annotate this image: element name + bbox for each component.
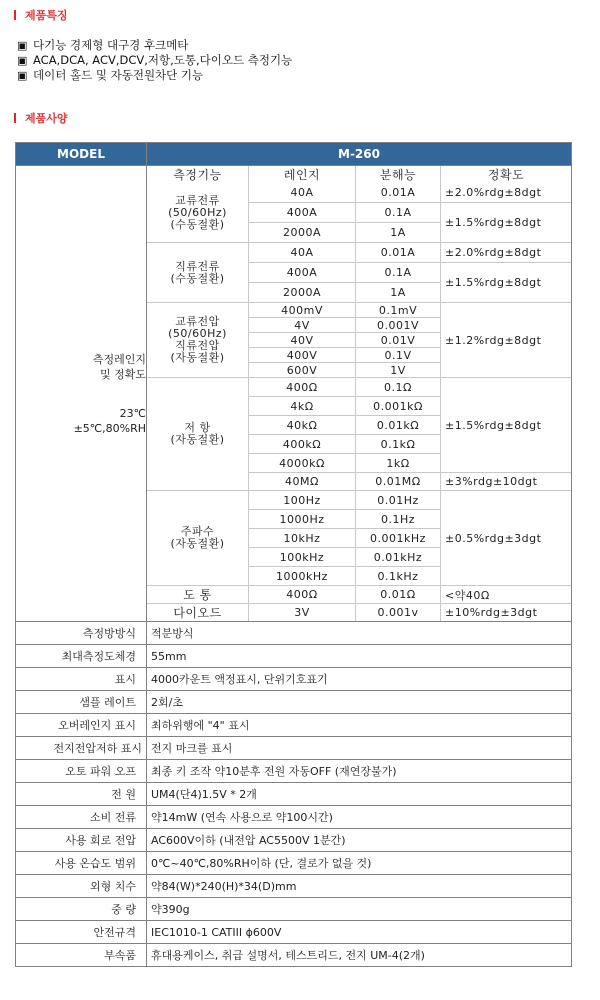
spec-row — [16, 944, 572, 967]
title-marker-icon — [14, 113, 16, 123]
function-line: 주파수 — [180, 525, 215, 538]
resolution-value: 0.01V — [356, 333, 441, 348]
range-value: 100Hz — [249, 491, 356, 510]
spec-label: 사용 회로 전압 — [16, 829, 147, 852]
feature-item — [17, 53, 292, 68]
resolution-value: 0.001kHz — [356, 529, 441, 548]
range-value: 40V — [249, 333, 356, 348]
range-value: 4V — [249, 318, 356, 333]
spec-row — [16, 921, 572, 944]
model-value-header: M-260 — [147, 143, 572, 166]
specs-title-text: 제품사양 — [25, 112, 68, 125]
spec-label: 측정방방식 — [16, 622, 147, 645]
accuracy-value: <약40Ω — [441, 586, 572, 604]
resolution-value: 0.01A — [356, 183, 441, 203]
range-row — [147, 491, 571, 510]
col-resolution: 분해능 — [356, 166, 441, 183]
resolution-value: 0.1Hz — [356, 510, 441, 529]
range-table-cell — [147, 166, 572, 622]
spec-label: 안전규격 — [16, 921, 147, 944]
spec-row — [16, 852, 572, 875]
resolution-value: 1A — [356, 283, 441, 303]
function-cell-ac-current — [147, 183, 249, 243]
spec-value: 2회/초 — [147, 691, 572, 714]
range-accuracy-label — [16, 166, 147, 622]
range-value: 400V — [249, 348, 356, 363]
resolution-value: 0.1kΩ — [356, 435, 441, 454]
resolution-value: 0.1mV — [356, 303, 441, 318]
accuracy-value: ±2.0%rdg±8dgt — [441, 183, 572, 203]
range-row — [147, 586, 571, 604]
range-value: 600V — [249, 363, 356, 378]
spec-row — [16, 737, 572, 760]
spec-label: 전 원 — [16, 783, 147, 806]
function-line: 교류전류 — [175, 193, 220, 207]
spec-label: 전지전압저하 표시 — [16, 737, 147, 760]
checkbox-bullet-icon: ▣ — [17, 69, 28, 82]
spec-value: AC600V이하 (내전압 AC5500V 1분간) — [147, 829, 572, 852]
resolution-value: 0.1kHz — [356, 567, 441, 586]
spec-value: 0℃~40℃,80%RH이하 (단, 결로가 없을 것) — [147, 852, 572, 875]
feature-item — [17, 68, 292, 83]
specs-section-title — [14, 110, 68, 126]
range-table-header — [147, 166, 571, 183]
spec-value: 최하위행에 "4" 표시 — [147, 714, 572, 737]
range-value: 4000kΩ — [249, 454, 356, 473]
spec-label: 사용 온습도 범위 — [16, 852, 147, 875]
spec-label: 외형 치수 — [16, 875, 147, 898]
range-accuracy-row — [16, 166, 572, 622]
resolution-value: 1A — [356, 223, 441, 243]
resolution-value: 0.1A — [356, 203, 441, 223]
feature-list — [17, 38, 292, 83]
spec-row — [16, 714, 572, 737]
spec-row — [16, 829, 572, 852]
feature-item — [17, 38, 292, 53]
function-line: (자동절환) — [170, 537, 225, 550]
col-range: 레인지 — [249, 166, 356, 183]
range-value: 2000A — [249, 223, 356, 243]
function-cell-frequency — [147, 491, 249, 586]
range-value: 40A — [249, 243, 356, 263]
accuracy-value: ±1.5%rdg±8dgt — [441, 263, 572, 303]
spec-row — [16, 760, 572, 783]
resolution-value: 0.01A — [356, 243, 441, 263]
resolution-value: 0.01kHz — [356, 548, 441, 567]
function-line: (자동절환) — [170, 351, 225, 364]
spec-value: 최종 키 조작 약10분후 전원 자동OFF (재연장불가) — [147, 760, 572, 783]
range-row — [147, 378, 571, 397]
range-value: 400Ω — [249, 586, 356, 604]
range-value: 3V — [249, 604, 356, 622]
range-label-line: 측정레인지 — [92, 352, 146, 366]
spec-label: 중 량 — [16, 898, 147, 921]
spec-value: IEC1010-1 CATIII ϕ600V — [147, 921, 572, 944]
spec-row — [16, 898, 572, 921]
spec-value: UM4(단4)1.5V * 2개 — [147, 783, 572, 806]
function-line: (수동절환) — [170, 217, 225, 231]
range-value: 400Ω — [249, 378, 356, 397]
resolution-value: 0.01MΩ — [356, 473, 441, 491]
function-line: (자동절환) — [170, 433, 225, 446]
function-cell-diode: 다이오드 — [147, 604, 249, 622]
range-value: 4kΩ — [249, 397, 356, 416]
resolution-value: 1V — [356, 363, 441, 378]
accuracy-value: ±1.5%rdg±8dgt — [441, 203, 572, 243]
spec-header-row — [16, 143, 572, 166]
spec-label: 표시 — [16, 668, 147, 691]
range-value: 10kHz — [249, 529, 356, 548]
resolution-value: 0.1Ω — [356, 378, 441, 397]
spec-row — [16, 691, 572, 714]
function-cell-voltage — [147, 303, 249, 378]
spec-value: 약84(W)*240(H)*34(D)mm — [147, 875, 572, 898]
spec-row — [16, 645, 572, 668]
spec-label: 소비 전류 — [16, 806, 147, 829]
col-function: 측정기능 — [147, 166, 249, 183]
resolution-value: 0.001V — [356, 318, 441, 333]
accuracy-value: ±2.0%rdg±8dgt — [441, 243, 572, 263]
spec-row — [16, 806, 572, 829]
range-label-line: 및 정확도 — [99, 367, 146, 381]
resolution-value: 0.1A — [356, 263, 441, 283]
spec-row — [16, 783, 572, 806]
spec-label: 최대측정도체경 — [16, 645, 147, 668]
spec-value: 전지 마크를 표시 — [147, 737, 572, 760]
range-value: 100kHz — [249, 548, 356, 567]
resolution-value: 1kΩ — [356, 454, 441, 473]
resolution-value: 0.001kΩ — [356, 397, 441, 416]
spec-table — [15, 142, 572, 967]
col-accuracy: 정확도 — [441, 166, 572, 183]
title-marker-icon — [14, 10, 16, 20]
function-line: 교류전압 — [175, 315, 220, 328]
checkbox-bullet-icon: ▣ — [17, 54, 28, 67]
features-section-title — [14, 7, 68, 23]
accuracy-value: ±3%rdg±10dgt — [441, 473, 572, 491]
spec-label: 부속품 — [16, 944, 147, 967]
range-value: 2000A — [249, 283, 356, 303]
range-value: 1000Hz — [249, 510, 356, 529]
resolution-value: 0.1V — [356, 348, 441, 363]
condition-line: ±5℃,80%RH — [73, 421, 146, 435]
range-row — [147, 243, 571, 263]
range-value: 400A — [249, 263, 356, 283]
resolution-value: 0.01Ω — [356, 586, 441, 604]
spec-label: 오버레인지 표시 — [16, 714, 147, 737]
resolution-value: 0.01kΩ — [356, 416, 441, 435]
spec-value: 약390g — [147, 898, 572, 921]
function-line: 직류전압 — [175, 339, 220, 352]
spec-value: 4000카운트 액정표시, 단위기호표기 — [147, 668, 572, 691]
function-line: (50/60Hz) — [168, 327, 227, 340]
feature-text: 다기능 경제형 대구경 후크메타 — [33, 38, 189, 52]
range-value: 40A — [249, 183, 356, 203]
function-line: 저 항 — [184, 421, 211, 434]
accuracy-value: ±1.5%rdg±8dgt — [441, 378, 572, 473]
function-line: 직류전류 — [175, 259, 220, 273]
feature-text: ACA,DCA, ACV,DCV,저항,도통,다이오드 측정기능 — [33, 53, 293, 67]
range-value: 40kΩ — [249, 416, 356, 435]
function-cell-resistance — [147, 378, 249, 491]
condition-line: 23℃ — [119, 406, 146, 420]
spec-label: 오토 파워 오프 — [16, 760, 147, 783]
spec-row — [16, 622, 572, 645]
spec-value: 휴대용케이스, 취급 설명서, 테스트리드, 전지 UM-4(2개) — [147, 944, 572, 967]
accuracy-value: ±10%rdg±3dgt — [441, 604, 572, 622]
range-row — [147, 183, 571, 203]
range-row — [147, 604, 571, 622]
range-table — [147, 166, 571, 621]
spec-row — [16, 668, 572, 691]
accuracy-value: ±1.2%rdg±8dgt — [441, 303, 572, 378]
checkbox-bullet-icon: ▣ — [17, 39, 28, 52]
accuracy-value: ±0.5%rdg±3dgt — [441, 491, 572, 586]
spec-row — [16, 875, 572, 898]
range-value: 400A — [249, 203, 356, 223]
resolution-value: 0.001v — [356, 604, 441, 622]
function-line: (50/60Hz) — [168, 205, 227, 219]
spec-value: 적분방식 — [147, 622, 572, 645]
spec-value: 55mm — [147, 645, 572, 668]
resolution-value: 0.01Hz — [356, 491, 441, 510]
spec-label: 샘플 레이트 — [16, 691, 147, 714]
features-title-text: 제품특징 — [25, 9, 68, 22]
function-cell-continuity: 도 통 — [147, 586, 249, 604]
feature-text: 데이터 홀드 및 자동전원차단 기능 — [33, 68, 204, 82]
range-value: 400mV — [249, 303, 356, 318]
range-value: 40MΩ — [249, 473, 356, 491]
model-header: MODEL — [16, 143, 147, 166]
range-row — [147, 303, 571, 318]
range-value: 400kΩ — [249, 435, 356, 454]
range-value: 1000kHz — [249, 567, 356, 586]
spec-value: 약14mW (연속 사용으로 약100시간) — [147, 806, 572, 829]
function-line: (수동절환) — [170, 271, 225, 285]
function-cell-dc-current — [147, 243, 249, 303]
